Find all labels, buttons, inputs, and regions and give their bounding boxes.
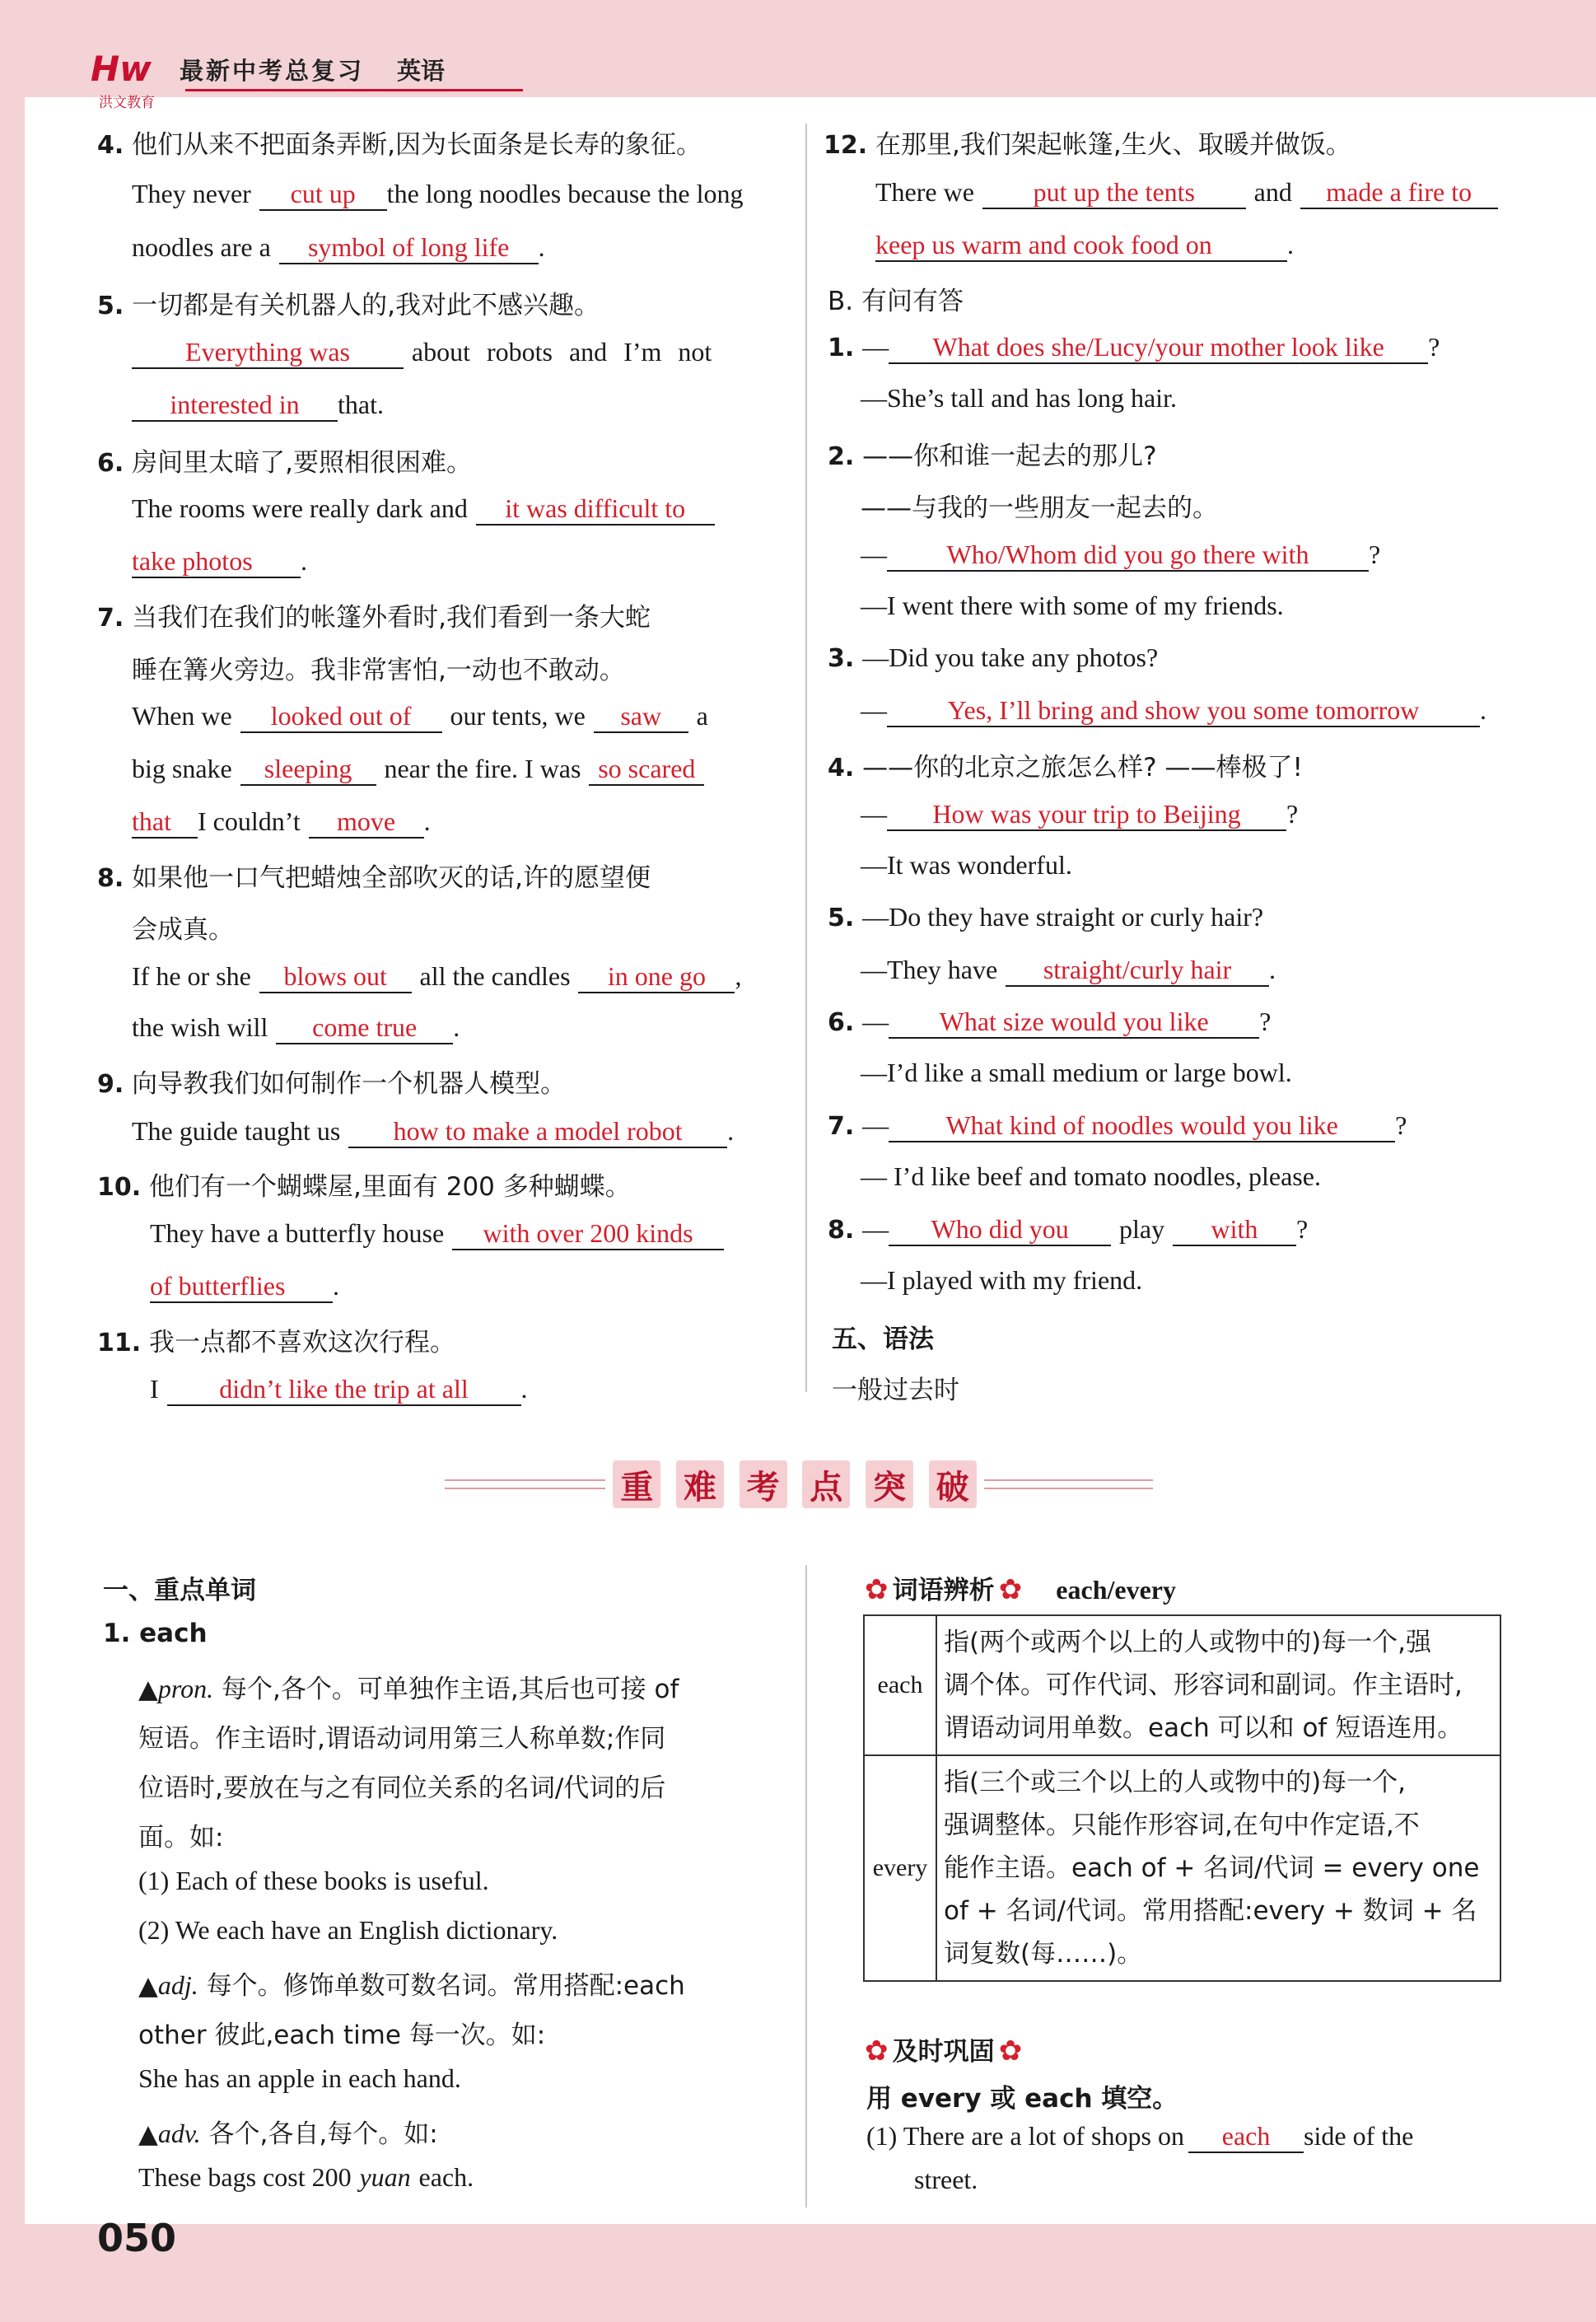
qa-2-question: — Who/Whom did you go there with ? (861, 539, 1380, 572)
banner-rule-left (445, 1488, 605, 1489)
bottom-band (0, 2224, 1596, 2322)
item-11-zh: 11. 我一点都不喜欢这次行程。 (97, 1328, 456, 1357)
vocab-example: These bags cost 200 yuan each. (138, 2162, 474, 2192)
answer-blank: in one go (578, 960, 735, 993)
flower-icon: ✿ (998, 2035, 1023, 2067)
table-cell: 指(三个或三个以上的人或物中的)每一个, 强调整体。只能作形容词,在句中作定语,不 能作主语。each of + 名词/代词 = every one of + 名词/代词。常用搭配:every + 数词 + 名 词复数(每……)。 (936, 1755, 1500, 1981)
publisher-name: 洪文教育 (99, 95, 155, 111)
answer-blank: sleeping (240, 753, 376, 786)
answer-blank: interested in (132, 389, 338, 422)
qa-3-prompt: 3. —Did you take any photos? (828, 642, 1159, 673)
qa-5-question: —They have straight/curly hair . (861, 954, 1276, 987)
answer-blank: What does she/Lucy/your mother look like (889, 331, 1428, 364)
item-8-line2: the wish will come true . (132, 1011, 460, 1044)
qa-5-prompt: 5. —Do they have straight or curly hair? (828, 902, 1264, 932)
answer-blank: cut up (259, 178, 387, 211)
table-cell: 指(两个或两个以上的人或物中的)每一个,强 调个体。可作代词、形容词和副词。作主语时, 谓语动词用单数。each 可以和 of 短语连用。 (936, 1615, 1500, 1755)
practice-instruction: 用 every 或 each 填空。 (866, 2084, 1178, 2114)
item-11-line1: I didn’t like the trip at all . (150, 1373, 528, 1406)
answer-blank: straight/curly hair (1006, 954, 1269, 987)
item-5-line1: Everything was about robots and I’m not (132, 336, 712, 369)
answer-blank: Everything was (132, 336, 404, 369)
item-7-line2: big snake sleeping near the fire. I was so scared (132, 753, 704, 786)
vocab-pron-line: 面。如: (138, 1823, 224, 1852)
qa-1-reply: —She’s tall and has long hair. (861, 383, 1177, 413)
answer-blank: Who/Whom did you go there with (887, 539, 1369, 572)
vocab-title: 一、重点单词 (103, 1576, 256, 1605)
grammar-text: 一般过去时 (832, 1376, 959, 1405)
item-7-zh: 7. 当我们在我们的帐篷外看时,我们看到一条大蛇 (97, 603, 651, 633)
item-7-line3: that I couldn’t move . (132, 806, 431, 839)
answer-blank: made a fire to (1300, 176, 1498, 209)
answer-blank: blows out (259, 960, 412, 993)
answer-blank: put up the tents (982, 176, 1246, 209)
banner-char: 破 (929, 1460, 977, 1508)
qa-8-question: 8. — Who did you play with ? (828, 1214, 1309, 1245)
qa-3-question: — Yes, I’ll bring and show you some tomorrow . (861, 694, 1486, 727)
item-9-zh: 9. 向导教我们如何制作一个机器人模型。 (97, 1069, 567, 1099)
answer-blank: Who did you (889, 1213, 1111, 1246)
compare-header: ✿ 词语辨析 ✿ each/every (865, 1573, 1176, 1606)
column-divider-top (805, 124, 807, 1392)
item-4-zh: 4. 他们从来不把面条弄断,因为长面条是长寿的象征。 (97, 130, 702, 160)
table-row (864, 1615, 1500, 1755)
item-5-line2: interested in that. (132, 389, 384, 422)
practice-q1: (1) There are a lot of shops on each side of the (866, 2120, 1413, 2153)
compare-table (863, 1614, 1501, 1982)
vocab-pron-line: 短语。作主语时,谓语动词用第三人称单数;作同 (138, 1724, 666, 1754)
vocab-word: 1. each (103, 1619, 208, 1648)
column-divider-bottom (805, 1565, 807, 2208)
answer-blank: What size would you like (889, 1006, 1259, 1039)
vocab-example: (1) Each of these books is useful. (138, 1866, 489, 1895)
vocab-pron-line: ▲pron. 每个,各个。可单独作主语,其后也可接 of (138, 1674, 679, 1704)
qa-4-zh1: 4. ——你的北京之旅怎么样? ——棒极了! (828, 753, 1303, 783)
item-4-line1: They never cut up the long noodles because the long (132, 178, 743, 211)
answer-blank: each (1188, 2120, 1304, 2153)
answer-blank: come true (276, 1011, 453, 1044)
item-12-zh: 12. 在那里,我们架起帐篷,生火、取暖并做饭。 (824, 130, 1351, 160)
flower-icon: ✿ (998, 1573, 1023, 1606)
answer-blank: saw (594, 700, 688, 733)
item-8-zh: 8. 如果他一口气把蜡烛全部吹灭的话,许的愿望便 (97, 863, 651, 893)
answer-blank: that (132, 806, 198, 839)
book-series: 最新中考总复习 (179, 56, 364, 85)
banner-char: 考 (740, 1460, 787, 1508)
item-7-line1: When we looked out of our tents, we saw a (132, 700, 708, 733)
qa-6-reply: —I’d like a small medium or large bowl. (861, 1058, 1292, 1087)
answer-blank: it was difficult to (476, 493, 715, 526)
vocab-pron-line: 位语时,要放在与之有同位关系的名词/代词的后 (138, 1773, 666, 1803)
page-header (91, 48, 445, 111)
qa-2-zh1: 2. ——你和谁一起去的那儿? (828, 442, 1157, 471)
qa-2-reply: —I went there with some of my friends. (861, 591, 1284, 620)
answer-blank: take photos (132, 545, 301, 578)
answer-blank: keep us warm and cook food on (875, 229, 1287, 262)
banner-rule-right (984, 1479, 1153, 1481)
item-8-line1: If he or she blows out all the candles in one go , (132, 960, 741, 993)
practice-q1-cont: street. (914, 2165, 978, 2194)
answer-blank: with over 200 kinds (452, 1217, 724, 1250)
left-band (0, 97, 25, 2280)
item-4-line2: noodles are a symbol of long life . (132, 231, 545, 264)
answer-blank: how to make a model robot (348, 1115, 727, 1148)
qa-4-reply: —It was wonderful. (861, 850, 1072, 880)
qa-7-reply: — I’d like beef and tomato noodles, please. (861, 1161, 1321, 1191)
flower-icon: ✿ (865, 2035, 889, 2067)
vocab-adv-line: ▲adv. 各个,各自,每个。如: (138, 2119, 438, 2149)
vocab-example: (2) We each have an English dictionary. (138, 1915, 558, 1945)
item-6-line1: The rooms were really dark and it was difficult to (132, 493, 715, 526)
item-8-zh2: 会成真。 (132, 915, 234, 945)
answer-blank: with (1173, 1213, 1296, 1246)
section-b-title: B. 有问有答 (828, 287, 964, 316)
table-key: each (864, 1615, 936, 1755)
answer-blank: What kind of noodles would you like (889, 1110, 1395, 1142)
qa-2-zh2: ——与我的一些朋友一起去的。 (861, 493, 1218, 523)
qa-7-question: 7. — What kind of noodles would you like ? (828, 1110, 1407, 1141)
item-6-zh: 6. 房间里太暗了,要照相很困难。 (97, 448, 472, 478)
qa-4-question: — How was your trip to Beijing ? (861, 798, 1298, 831)
banner-char: 重 (613, 1460, 660, 1508)
qa-1-question: 1. — What does she/Lucy/your mother look like ? (828, 332, 1440, 362)
banner-char: 点 (802, 1460, 850, 1508)
item-7-zh2: 睡在篝火旁边。我非常害怕,一动也不敢动。 (132, 656, 625, 685)
answer-blank: move (309, 806, 424, 839)
vocab-example: She has an apple in each hand. (138, 2063, 461, 2093)
banner-rule-right (984, 1488, 1153, 1489)
vocab-adj-line: other 彼此,each time 每一次。如: (138, 2021, 546, 2050)
item-12-line1: There we put up the tents and made a fire to (875, 176, 1498, 209)
flower-icon: ✿ (865, 1573, 889, 1606)
item-12-line2: keep us warm and cook food on . (875, 229, 1294, 262)
item-10-zh: 10. 他们有一个蝴蝶屋,里面有 200 多种蝴蝶。 (97, 1172, 631, 1202)
banner-char: 难 (676, 1460, 724, 1508)
practice-header: ✿ 及时巩固 ✿ (865, 2035, 1023, 2067)
header-underline (185, 89, 523, 91)
item-5-zh: 5. 一切都是有关机器人的,我对此不感兴趣。 (97, 291, 600, 320)
table-row (864, 1755, 1500, 1981)
section-title-banner (445, 1456, 1153, 1514)
qa-6-question: 6. — What size would you like ? (828, 1007, 1272, 1037)
banner-rule-left (445, 1479, 605, 1481)
answer-blank: Yes, I’ll bring and show you some tomorrow (887, 694, 1480, 727)
banner-char: 突 (866, 1460, 913, 1508)
grammar-title: 五、语法 (832, 1325, 934, 1354)
banner-chars (605, 1460, 984, 1509)
book-subject: 英语 (396, 56, 445, 85)
answer-blank: so scared (589, 753, 704, 786)
page-number: 050 (97, 2216, 177, 2260)
answer-blank: looked out of (240, 700, 442, 733)
vocab-adj-line: ▲adj. 每个。修饰单数可数名词。常用搭配:each (138, 1970, 685, 2001)
item-10-line2: of butterflies . (150, 1270, 339, 1303)
answer-blank: didn’t like the trip at all (167, 1373, 521, 1406)
publisher-logo: Hw (91, 49, 152, 89)
item-10-line1: They have a butterfly house with over 200 kinds (150, 1217, 724, 1250)
item-6-line2: take photos . (132, 545, 307, 578)
table-key: every (864, 1755, 936, 1981)
answer-blank: of butterflies (150, 1270, 333, 1303)
item-9-line1: The guide taught us how to make a model robot . (132, 1115, 734, 1148)
answer-blank: symbol of long life (279, 231, 539, 264)
answer-blank: How was your trip to Beijing (887, 798, 1286, 831)
qa-8-reply: —I played with my friend. (861, 1265, 1143, 1295)
